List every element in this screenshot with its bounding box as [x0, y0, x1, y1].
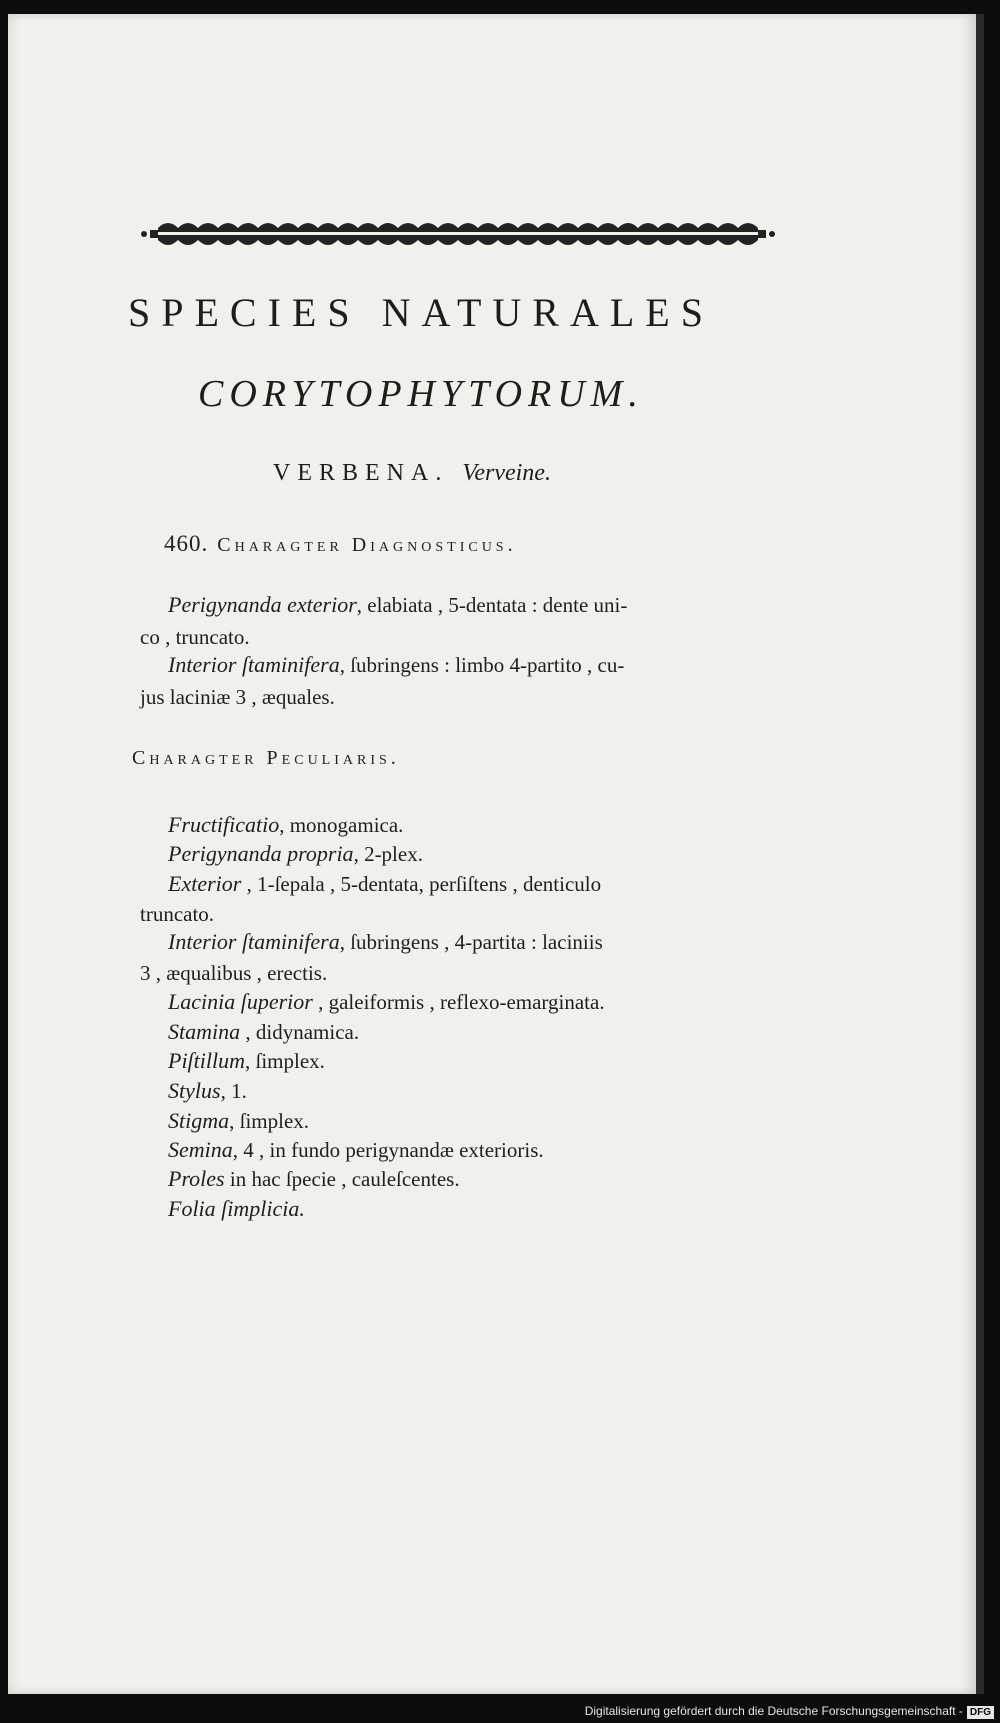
- text-line: Fructificatio, monogamica.: [168, 812, 404, 837]
- diagnosticus-heading: [164, 531, 517, 557]
- genus-heading: [273, 460, 551, 487]
- genus-name: VERBENA.: [273, 460, 449, 486]
- text-line: Interior ſtaminifera, ſubringens , 4-partita : laciniis: [168, 929, 603, 954]
- text-line: Lacinia ſuperior , galeiformis , reflexo-emarginata.: [168, 989, 605, 1014]
- text-line: Proles in hac ſpecie , cauleſcentes.: [168, 1166, 460, 1191]
- diagnosticus-title: Charagter Diagnosticus.: [217, 534, 517, 556]
- text-line: co , truncato.: [140, 625, 250, 649]
- text-line: Perigynanda exterior, elabiata , 5-dentata : dente uni-: [168, 592, 628, 617]
- text-line: Stigma, ſimplex.: [168, 1108, 310, 1133]
- peculiaris-heading: Charagter Peculiaris.: [132, 747, 400, 769]
- dfg-logo: DFG: [967, 1706, 994, 1719]
- text-line: Interior ſtaminifera, ſubringens : limbo 4-partito , cu-: [168, 652, 625, 677]
- text-line: Folia ſimplicia.: [168, 1196, 305, 1221]
- text-line: Piſtillum, ſimplex.: [168, 1048, 325, 1073]
- text-line: jus laciniæ 3 , æquales.: [140, 685, 335, 709]
- section-number: 460.: [164, 531, 209, 556]
- text-line: Semina, 4 , in fundo perigynandæ exterioris.: [168, 1137, 544, 1162]
- text-line: Exterior , 1-ſepala , 5-dentata, perſiſtens , denticulo: [168, 871, 602, 896]
- text-line: Perigynanda propria, 2-plex.: [168, 841, 423, 866]
- text-line: Stamina , didynamica.: [168, 1019, 360, 1044]
- decorative-border-ornament: [138, 214, 778, 254]
- vernacular-name: Verveine.: [462, 460, 551, 486]
- digitization-footer: [0, 1704, 1000, 1723]
- footer-credit-text: Digitalisierung gefördert durch die Deutsche Forschungsgemeinschaft -: [584, 1704, 963, 1718]
- title-line-1: SPECIES NATURALES: [128, 290, 714, 335]
- text-line: 3 , æqualibus , erectis.: [140, 961, 328, 985]
- text-line: truncato.: [140, 902, 215, 926]
- title-line-2: CORYTOPHYTORUM.: [198, 373, 644, 415]
- book-page: [8, 14, 984, 1694]
- text-line: Stylus, 1.: [168, 1078, 247, 1103]
